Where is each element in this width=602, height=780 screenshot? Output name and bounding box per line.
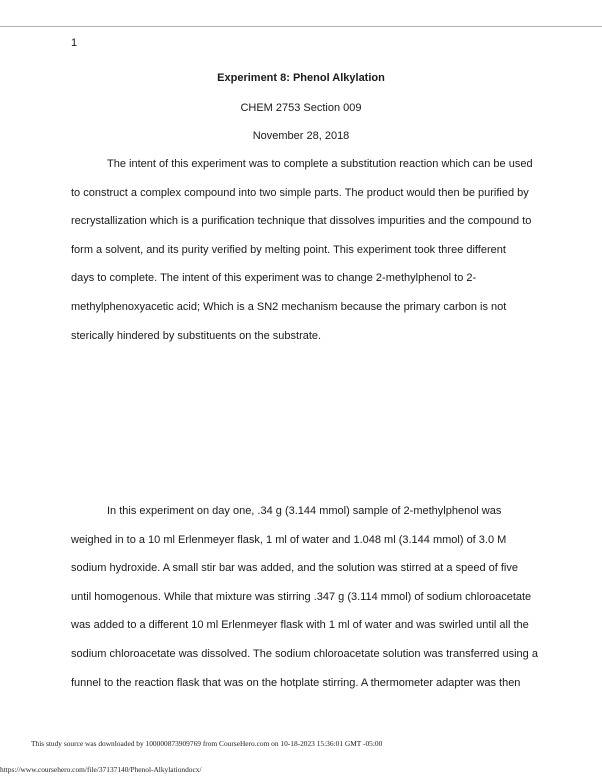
paragraph-line: form a solvent, and its purity verified by melting point. This experiment took three different: [71, 243, 506, 256]
paragraph-line: sodium chloroacetate was dissolved. The sodium chloroacetate solution was transferred using a: [71, 647, 538, 660]
document-title: Experiment 8: Phenol Alkylation: [217, 72, 385, 84]
date-line: November 28, 2018: [252, 130, 350, 142]
paragraph-line: sterically hindered by substituents on the substrate.: [71, 329, 322, 342]
paragraph-line: recrystallization which is a purification technique that dissolves impurities and the compound to: [71, 215, 532, 228]
paragraph-line: funnel to the reaction flask that was on the hotplate stirring. A thermometer adapter was then: [71, 676, 521, 689]
paragraph-procedure: [71, 497, 538, 697]
paragraph-intro: [71, 150, 533, 350]
course-line: CHEM 2753 Section 009: [240, 102, 362, 114]
paragraph-line: In this experiment on day one, .34 g (3.144 mmol) sample of 2-methylphenol was: [107, 505, 502, 517]
paragraph-line: methylphenoxyacetic acid; Which is a SN2 mechanism because the primary carbon is not: [71, 300, 507, 313]
download-source-note: This study source was downloaded by 100000873909769 from CourseHero.com on 10-18-2023 15:36:01 GMT -05:00: [31, 739, 383, 748]
paragraph-line: days to complete. The intent of this experiment was to change 2-methylphenol to 2-: [71, 272, 477, 285]
paragraph-line: The intent of this experiment was to complete a substitution reaction which can be used: [107, 158, 533, 170]
page-number: 1: [71, 37, 78, 49]
paragraph-line: weighed in to a 10 ml Erlenmeyer flask, 1 ml of water and 1.048 ml (3.144 mmol) of 3.0 M: [71, 533, 507, 546]
source-url[interactable]: https://www.coursehero.com/file/37137140/Phenol-Alkylationdocx/: [0, 765, 202, 774]
paragraph-line: to construct a complex compound into two simple parts. The product would then be purified by: [71, 186, 529, 199]
paragraph-line: sodium hydroxide. A small stir bar was added, and the solution was stirred at a speed of five: [71, 562, 518, 575]
paragraph-line: until homogenous. While that mixture was stirring .347 g (3.114 mmol) of sodium chloroacetate: [71, 590, 532, 603]
header-rule: [0, 26, 602, 27]
paragraph-line: was added to a different 10 ml Erlenmeyer flask with 1 ml of water and was swirled until all the: [71, 619, 529, 632]
